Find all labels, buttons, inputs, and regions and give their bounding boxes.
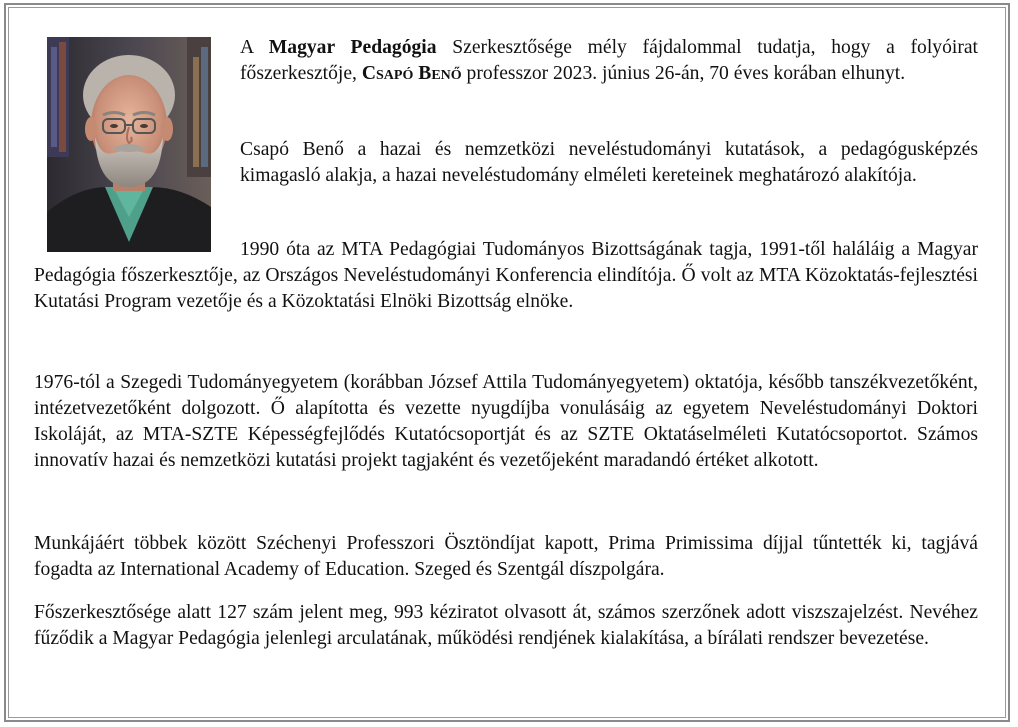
announcement-lead: A	[240, 37, 269, 58]
journal-name: Magyar Pedagógia	[268, 37, 437, 58]
paragraph-role: Csapó Benő a hazai és nemzetközi neveléstudományi kutatások, a pedagógusképzés kimagasló alakja, a hazai neveléstudomány elméleti kereteinek meghatározó alakítója.	[240, 139, 978, 186]
paragraph-announcement	[240, 35, 978, 87]
portrait-photo	[47, 37, 211, 252]
announcement-tail: professzor 2023. június 26-án, 70 éves korában elhunyt.	[461, 63, 906, 84]
paragraph-awards: Munkájáért többek között Széchenyi Professzori Ösztöndíjat kapott, Prima Primissima díjjal tűntették ki, tagjává fogadta az International Academy of Education. Szeged és Szentgál díszpolgára.	[34, 533, 978, 580]
person-name: Csapó Benő	[361, 63, 462, 84]
paragraph-editorship: Főszerkesztősége alatt 127 szám jelent meg, 993 kéziratot olvasott át, számos szerzőnek adott viszszajelzést. Nevéhez fűződik a Magyar Pedagógia jelenlegi arculatának, működési rendjének kialakítása, a bírálati rendszer bevezetése.	[34, 602, 978, 649]
announcement-middle: Szerkesztősége mély fájdalommal tudatja, hogy a folyóirat főszerkesztője,	[240, 37, 978, 84]
paragraph-university: 1976-tól a Szegedi Tudományegyetem (korábban József Attila Tudományegyetem) oktatója, később tanszékvezetőként, intézetvezetőként dolgozott. Ő alapította és vezette nyugdíjba vonulásáig az egyetem Neveléstudományi Doktori Iskoláját, az MTA-SZTE Képességfejlődés Kutatócsoportját és az SZTE Oktatáselméleti Kutatócsoportot. Számos innovatív hazai és nemzetközi kutatási projekt tagjaként és vezetőjeként maradandó értéket alkotott.	[34, 372, 978, 471]
paragraph-positions: 1990 óta az MTA Pedagógiai Tudományos Bizottságának tagja, 1991-től haláláig a Magyar Pedagógia főszerkesztője, az Országos Neveléstudományi Konferencia elindítója. Ő volt az MTA Közoktatás-fejlesztési Kutatási Program vezetője és a Közoktatási Elnöki Bizottság elnöke.	[34, 239, 978, 312]
